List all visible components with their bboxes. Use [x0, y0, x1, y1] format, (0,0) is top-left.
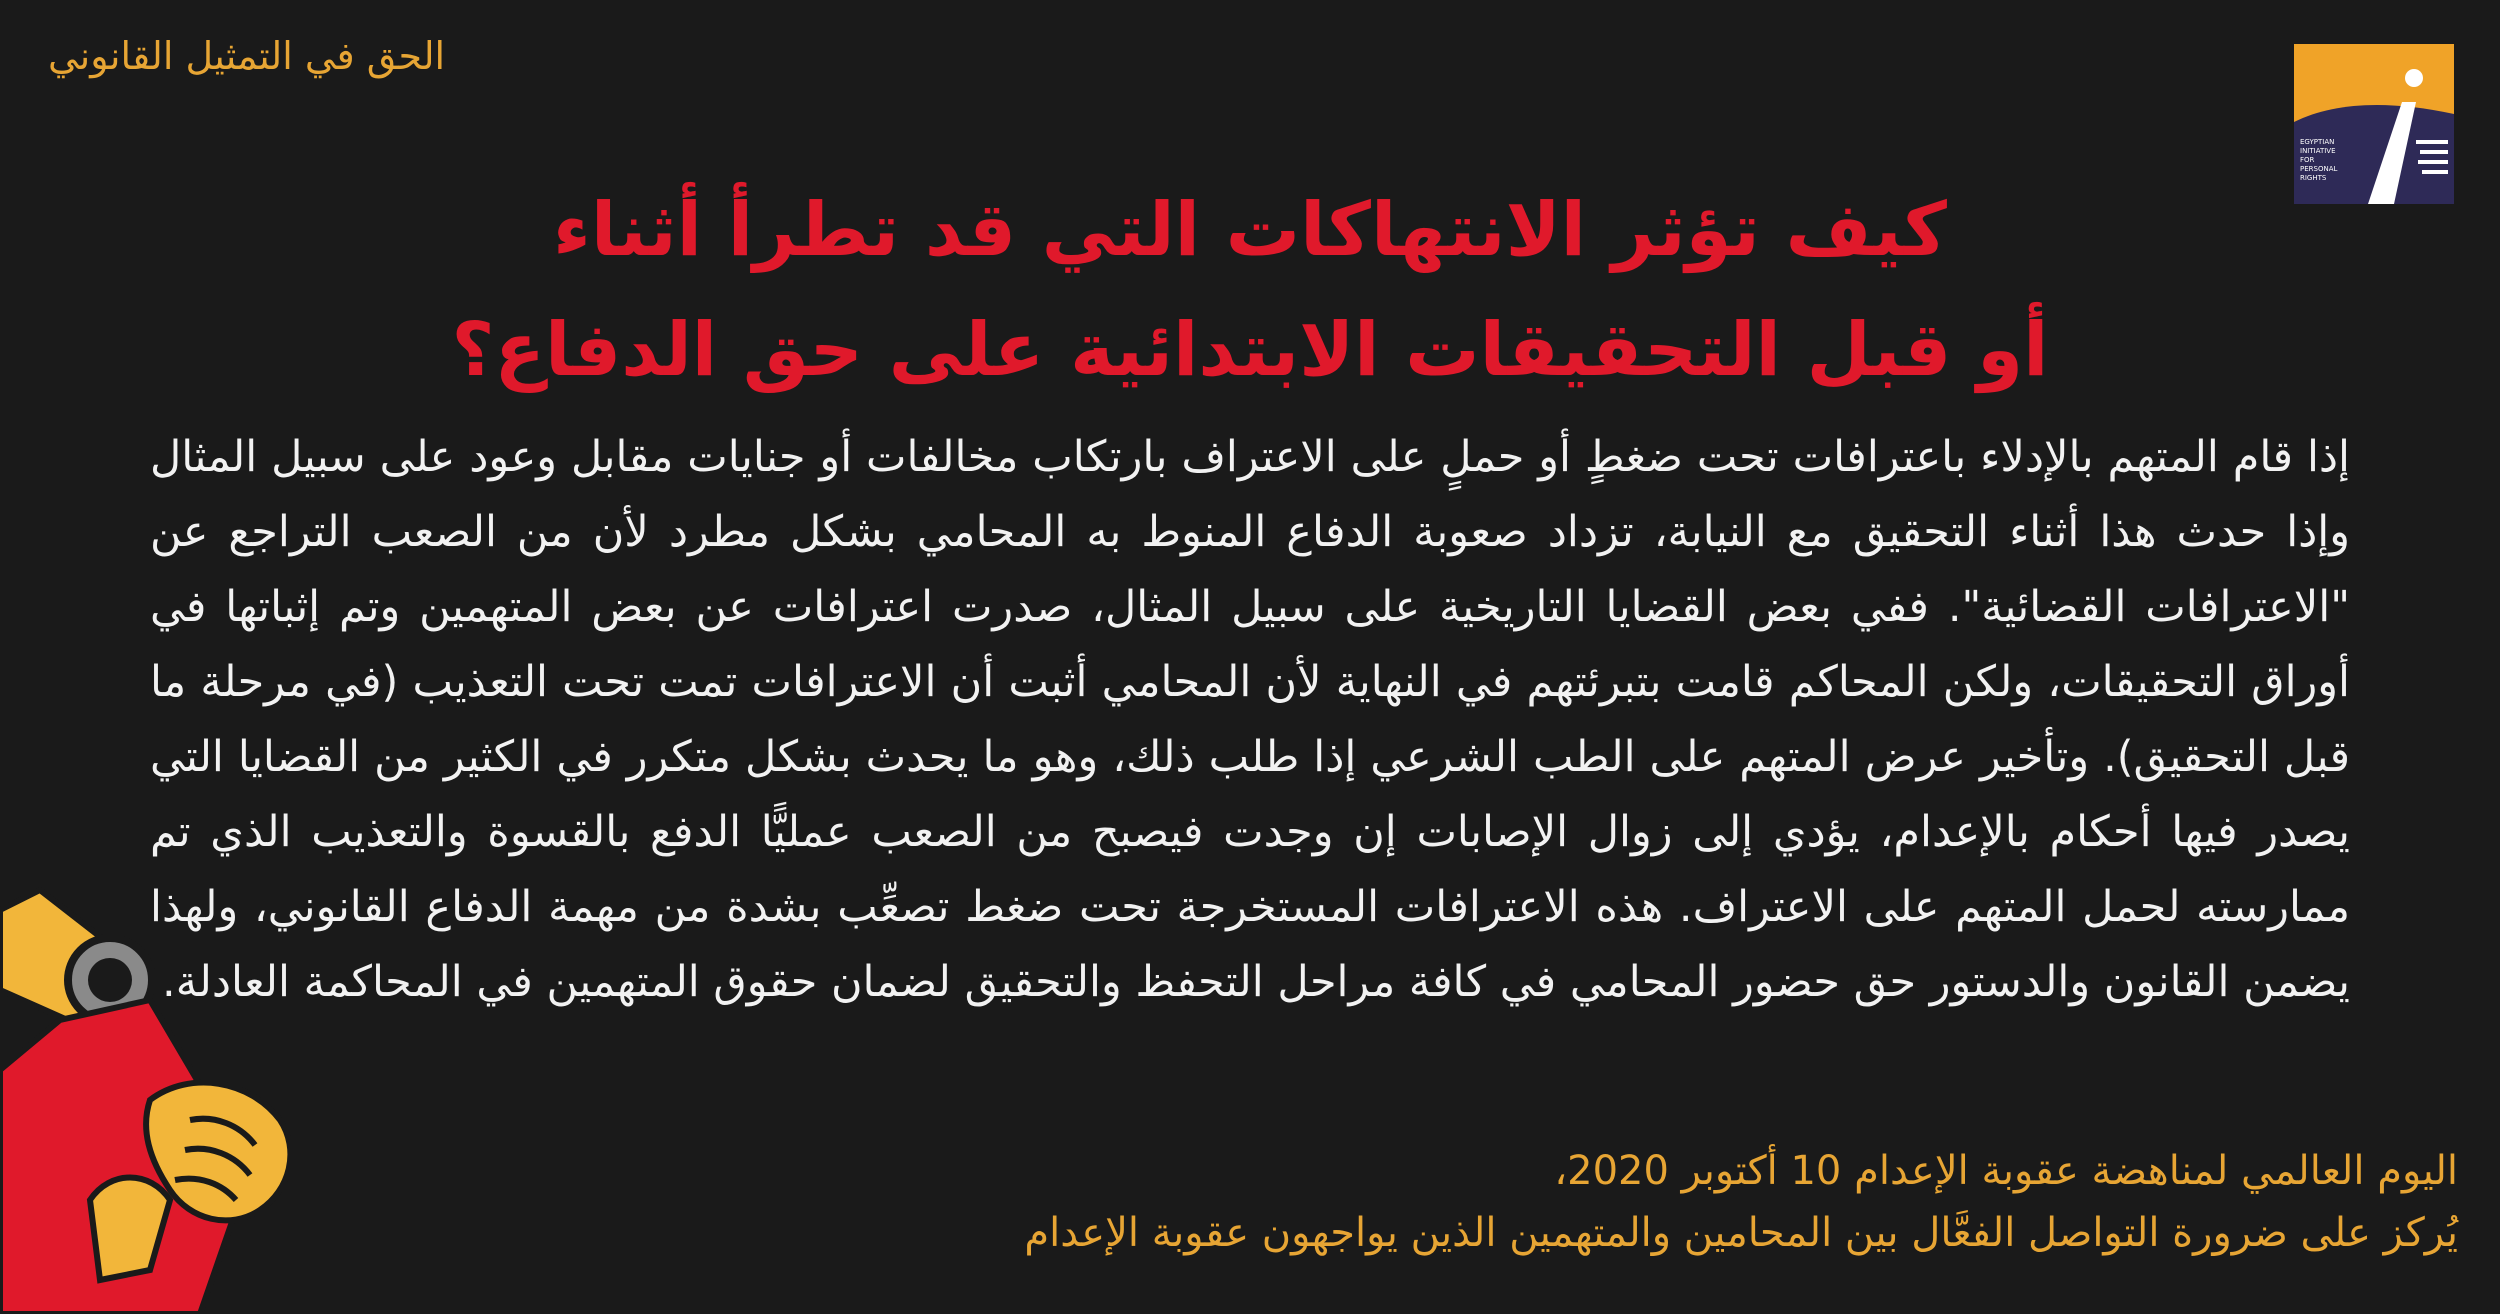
body-text — [150, 420, 2350, 1020]
main-title — [300, 170, 2200, 410]
footer-line-2: يُركز على ضرورة التواصل الفعَّال بين المحامين والمتهمين الذين يواجهون عقوبة الإعدام — [1024, 1210, 2458, 1256]
title-line-2: أو قبل التحقيقات الابتدائية على حق الدفاع؟ — [451, 307, 2049, 393]
footer — [1024, 1140, 2458, 1264]
svg-text:EGYPTIAN: EGYPTIAN — [2300, 138, 2335, 146]
body-paragraph: إذا قام المتهم بالإدلاء باعترافات تحت ضغطٍ أو حملٍ على الاعتراف بارتكاب مخالفات أو جنايات مقابل وعود على سبيل المثال وإذا حدث هذا أثناء التحقيق مع النيابة، تزداد صعوبة الدفاع المنوط به المحامي بشكل مطرد لأن من الصعب التراجع عن "الاعترافات القضائية". ففي بعض القضايا التاريخية على سبيل المثال، صدرت اعترافات عن بعض المتهمين وتم إثباتها في أوراق التحقيقات، ولكن المحاكم قامت بتبرئتهم في النهاية لأن المحامي أثبت أن الاعترافات تمت تحت التعذيب (في مرحلة ما قبل التحقيق). وتأخير عرض المتهم على الطب الشرعي إذا طلب ذلك، وهو ما يحدث بشكل متكرر في الكثير من القضايا التي يصدر فيها أحكام بالإعدام، يؤدي إلى زوال الإصابات إن وجدت فيصبح من الصعب عمليًّا الدفع بالقسوة والتعذيب الذي تم ممارسته لحمل المتهم على الاعتراف. هذه الاعترافات المستخرجة تحت ضغط تصعِّب بشدة من مهمة الدفاع القانوني، ولهذا يضمن القانون والدستور حق حضور المحامي في كافة مراحل التحفظ والتحقيق لضمان حقوق المتهمين في المحاكمة العادلة. — [150, 432, 2350, 1007]
svg-text:RIGHTS: RIGHTS — [2300, 174, 2327, 182]
svg-text:FOR: FOR — [2300, 156, 2315, 164]
title-line-1: كيف تؤثر الانتهاكات التي قد تطرأ أثناء — [553, 187, 1947, 273]
clasped-hands-illustration-icon — [0, 870, 330, 1314]
footer-line-1: اليوم العالمي لمناهضة عقوبة الإعدام 10 أكتوبر 2020، — [1554, 1148, 2458, 1194]
svg-text:INITIATIVE: INITIATIVE — [2300, 147, 2336, 155]
eipr-logo-icon — [2294, 44, 2454, 204]
series-label: الحق في التمثيل القانوني — [48, 34, 446, 78]
svg-text:PERSONAL: PERSONAL — [2300, 165, 2338, 173]
